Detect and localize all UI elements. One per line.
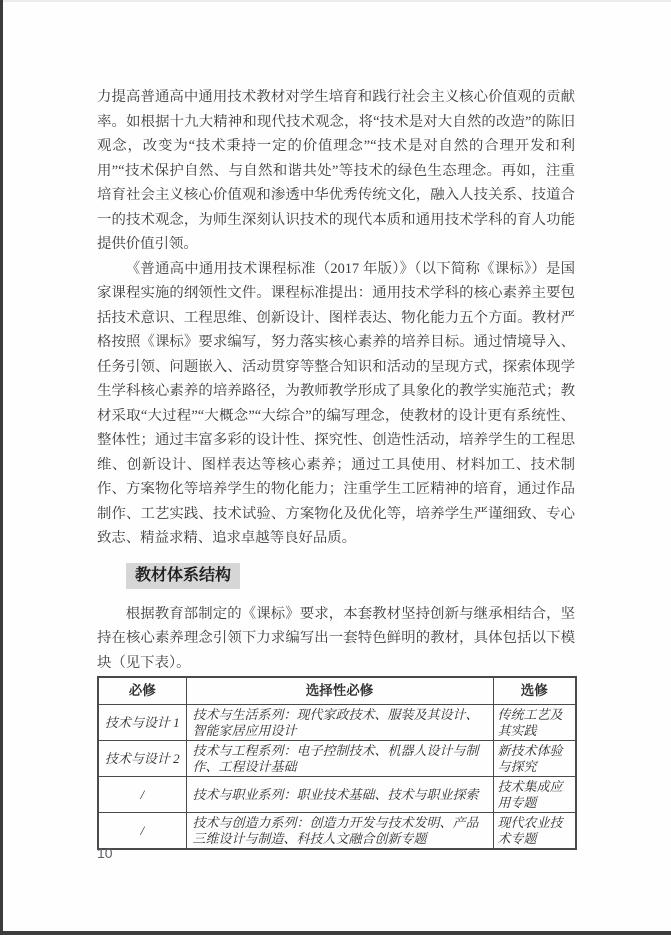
page-bottom-scan-shadow bbox=[0, 931, 671, 935]
table-cell: 新技术体验与探究 bbox=[493, 741, 576, 777]
table-header-compulsory: 必修 bbox=[98, 677, 186, 705]
table-row bbox=[98, 777, 576, 813]
table-header-elective: 选修 bbox=[493, 677, 576, 705]
page-top-edge bbox=[0, 0, 671, 2]
table-cell: 技术与职业系列：职业技术基础、技术与职业探索 bbox=[186, 777, 493, 813]
table-header-row bbox=[98, 677, 576, 705]
paragraph-core-values: 力提高普通高中通用技术教材对学生培育和践行社会主义核心价值观的贡献率。如根据十九大精神和现代技术观念，将“技术是对大自然的改造”的陈旧观念，改变为“技术秉持一定的价值理念”“技术是对自然的合理开发和利用”“技术保护自然、与自然和谐共处”等技术的绿色生态理念。再如，注重培育社会主义核心价值观和渗透中华优秀传统文化，融入人技关系、技道合一的技术观念，为师生深刻认识技术的现代本质和通用技术学科的育人功能提供价值引领。 bbox=[97, 89, 575, 252]
section-header-wrap bbox=[126, 563, 575, 589]
table-row bbox=[98, 705, 576, 741]
paragraph-modules-intro: 根据教育部制定的《课标》要求，本套教材坚持创新与继承相结合，坚持在核心素养理念引领下力求编写出一套特色鲜明的教材，具体包括以下模块（见下表）。 bbox=[97, 605, 575, 671]
table-cell: 技术与设计 2 bbox=[98, 741, 186, 777]
page-number: 10 bbox=[97, 845, 113, 861]
table-row bbox=[98, 813, 576, 850]
modules-table bbox=[97, 676, 577, 850]
table-cell: / bbox=[98, 813, 186, 850]
table-row bbox=[98, 741, 576, 777]
paragraph-curriculum-standard: 《普通高中通用技术课程标准（2017 年版）》（以下简称《课标》）是国家课程实施的纲领性文件。课程标准提出：通用技术学科的核心素养主要包括技术意识、工程思维、创新设计、图样表达、物化能力五个方面。教材严格按照《课标》要求编写，努力落实核心素养的培养目标。通过情境导入、任务引领、问题嵌入、活动贯穿等整合知识和活动的呈现方式，探索体现学生学科核心素养的培养路径，为教师教学形成了具象化的教学实施范式；教材采取“大过程”“大概念”“大综合”的编写理念，使教材的设计更有系统性、整体性；通过丰富多彩的设计性、探究性、创造性活动，培养学生的工程思维、创新设计、图样表达等核心素养；通过工具使用、材料加工、技术制作、方案物化等培养学生的物化能力；注重学生工匠精神的培育，通过作品制作、工艺实践、技术试验、方案物化及优化等，培养学生严谨细致、专心致志、精益求精、追求卓越等良好品质。 bbox=[97, 260, 575, 546]
page-left-scan-shadow bbox=[0, 0, 3, 935]
table-cell: / bbox=[98, 777, 186, 813]
table-cell: 传统工艺及其实践 bbox=[493, 705, 576, 741]
page-content bbox=[97, 85, 575, 850]
section-header: 教材体系结构 bbox=[126, 563, 240, 589]
table-cell: 技术与生活系列：现代家政技术、服装及其设计、智能家居应用设计 bbox=[186, 705, 493, 741]
table-cell: 现代农业技术专题 bbox=[493, 813, 576, 850]
table-header-selective-compulsory: 选择性必修 bbox=[186, 677, 493, 705]
table-cell: 技术与创造力系列：创造力开发与技术发明、产品三维设计与制造、科技人文融合创新专题 bbox=[186, 813, 493, 850]
table-cell: 技术与工程系列：电子控制技术、机器人设计与制作、工程设计基础 bbox=[186, 741, 493, 777]
table-cell: 技术与设计 1 bbox=[98, 705, 186, 741]
table-cell: 技术集成应用专题 bbox=[493, 777, 576, 813]
